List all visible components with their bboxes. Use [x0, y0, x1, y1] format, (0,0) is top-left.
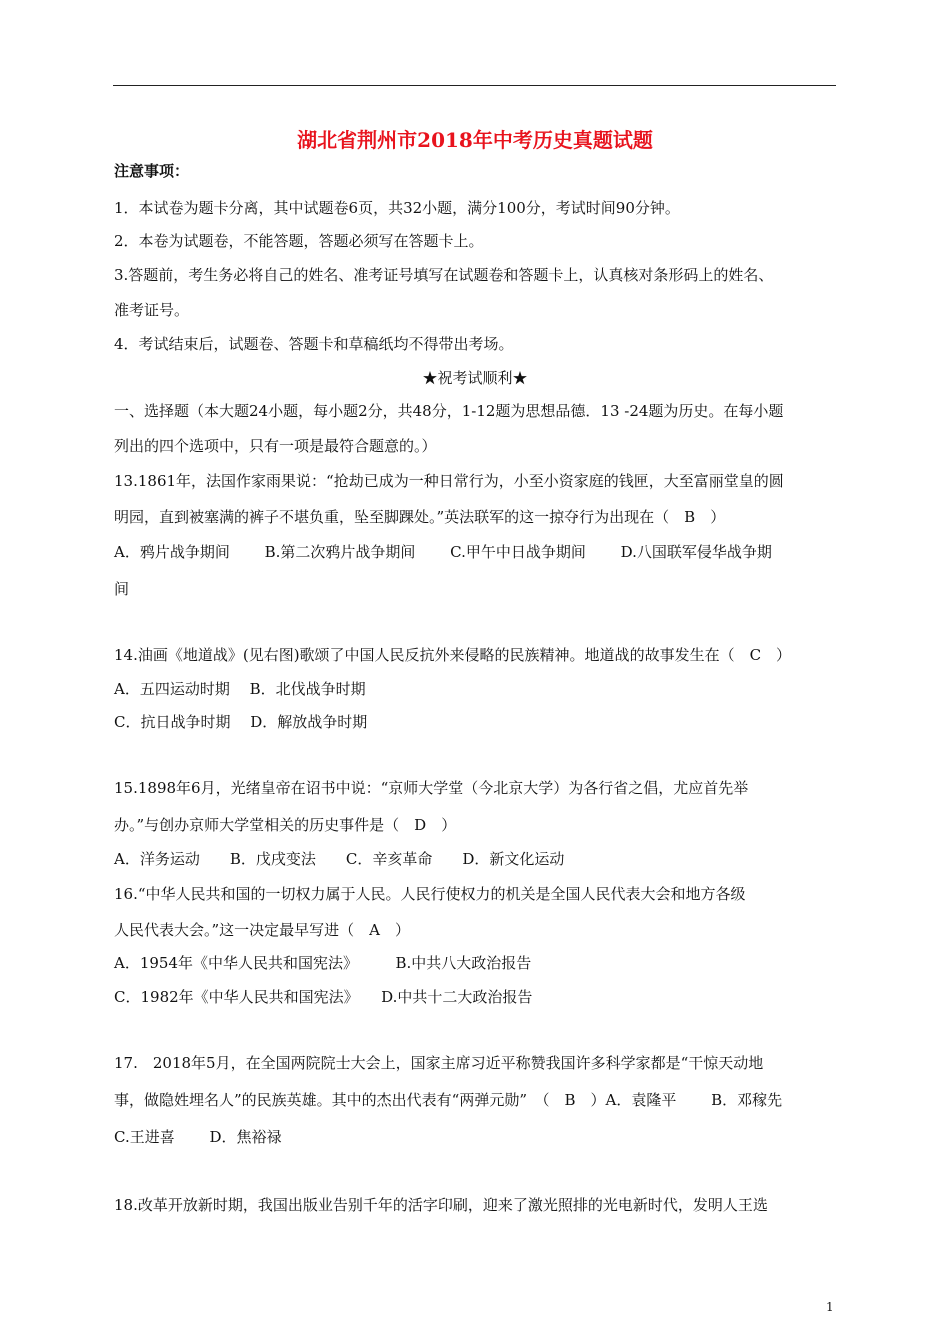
- question-16-stem: 16.“中华人民共和国的一切权力属于人民。人民行使权力的机关是全国人民代表大会和地方各级: [114, 885, 746, 903]
- question-15-stem: 15.1898年6月，光绪皇帝在诏书中说：“京师大学堂（今北京大学）为各行省之倡，尤应首先举: [114, 779, 749, 797]
- question-15-stem-cont: 办。”与创办京师大学堂相关的历史事件是（ D ）: [114, 816, 457, 834]
- question-13-stem-cont: 明园，直到被塞满的裤子不堪负重，坠至脚踝处。”英法联军的这一掠夺行为出现在（ B ）: [114, 508, 726, 526]
- notice-item-4: 4．考试结束后，试题卷、答题卡和草稿纸均不得带出考场。: [114, 335, 514, 353]
- question-14-options-1: A．五四运动时期 B．北伐战争时期: [114, 680, 366, 698]
- notice-item-2: 2．本卷为试题卷，不能答题，答题必须写在答题卡上。: [114, 232, 484, 250]
- question-17-options: C.王进喜 D．焦裕禄: [114, 1128, 282, 1146]
- wish-line: ★祝考试顺利★: [422, 369, 528, 387]
- notice-item-1: 1．本试卷为题卡分离，其中试题卷6页，共32小题，满分100分，考试时间90分钟。: [114, 199, 680, 217]
- question-18-stem: 18.改革开放新时期，我国出版业告别千年的活字印刷，迎来了激光照排的光电新时代，发明人王选: [114, 1196, 768, 1214]
- notice-item-3: 3.答题前，考生务必将自己的姓名、准考证号填写在试题卷和答题卡上，认真核对条形码上的姓名、: [114, 266, 774, 284]
- question-13-options: A．鸦片战争期间 B.第二次鸦片战争期间 C.甲午中日战争期间 D.八国联军侵华战争期: [114, 543, 772, 561]
- question-17-stem: 17. 2018年5月，在全国两院院士大会上，国家主席习近平称赞我国许多科学家都是“干惊天动地: [114, 1054, 764, 1072]
- question-15-options: A．洋务运动 B．戊戌变法 C．辛亥革命 D．新文化运动: [114, 850, 565, 868]
- notice-heading: 注意事项：: [114, 162, 190, 180]
- question-13-options-cont: 间: [114, 580, 130, 598]
- question-16-stem-cont: 人民代表大会。”这一决定最早写进（ A ）: [114, 921, 411, 939]
- question-13-stem: 13.1861年，法国作家雨果说：“抢劫已成为一种日常行为，小至小资家庭的钱匣，大至富丽堂皇的圆: [114, 472, 784, 490]
- question-17-stem-cont: 事，做隐姓埋名人”的民族英雄。其中的杰出代表有“两弹元勋” （ B ）A．袁隆平 B．邓稼先: [114, 1091, 783, 1109]
- question-16-options-1: A．1954年《中华人民共和国宪法》 B.中共八大政治报告: [114, 954, 532, 972]
- section-heading: 一、选择题（本大题24小题，每小题2分，共48分，1-12题为思想品德．13 -24题为历史。在每小题: [114, 402, 784, 420]
- page-number: 1: [826, 1300, 834, 1314]
- question-14-options-2: C．抗日战争时期 D．解放战争时期: [114, 713, 368, 731]
- section-heading-cont: 列出的四个选项中，只有一项是最符合题意的。）: [114, 437, 437, 455]
- question-16-options-2: C．1982年《中华人民共和国宪法》 D.中共十二大政治报告: [114, 988, 533, 1006]
- notice-item-3-cont: 准考证号。: [114, 301, 190, 319]
- header-rule: [113, 85, 836, 86]
- page-title: 湖北省荆州市2018年中考历史真题试题: [297, 128, 653, 152]
- question-14-stem: 14.油画《地道战》(见右图)歌颂了中国人民反抗外来侵略的民族精神。地道战的故事发生在（ C ）: [114, 646, 792, 664]
